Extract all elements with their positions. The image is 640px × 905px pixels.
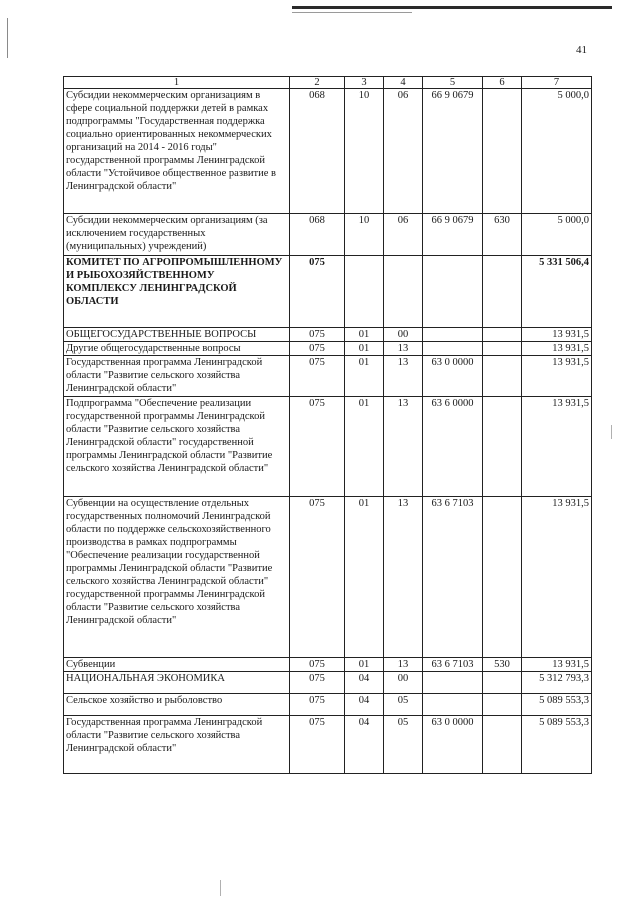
column-header: 7: [522, 77, 592, 89]
table-row: [64, 694, 592, 716]
row-name: Субвенции на осуществление отдельных государственных полномочий Ленинградской области по поддержке сельскохозяйственного производства в рамках подпрограммы "Обеспечение реализации государственной программы Ленинградской области "Развитие сельского хозяйства Ленинградской области" государственной программы Ленинградской области "Развитие сельского хозяйства Ленинградской области": [64, 497, 290, 658]
row-ministry-code: 075: [290, 342, 345, 356]
row-expense-type: [483, 256, 522, 328]
table-row: [64, 397, 592, 497]
row-section: 01: [345, 658, 384, 672]
column-header: 5: [423, 77, 483, 89]
table-row: [64, 328, 592, 342]
page-number: 41: [576, 44, 587, 56]
table-row: [64, 658, 592, 672]
row-amount: 13 931,5: [522, 658, 592, 672]
row-subsection: 05: [384, 716, 423, 774]
row-subsection: [384, 256, 423, 328]
table-row: [64, 342, 592, 356]
row-target-article: [423, 328, 483, 342]
row-ministry-code: 075: [290, 397, 345, 497]
row-subsection: 06: [384, 214, 423, 256]
column-header: 2: [290, 77, 345, 89]
row-amount: 5 089 553,3: [522, 716, 592, 774]
row-amount: 13 931,5: [522, 328, 592, 342]
row-subsection: 13: [384, 397, 423, 497]
row-expense-type: [483, 342, 522, 356]
row-section: 04: [345, 716, 384, 774]
row-expense-type: [483, 89, 522, 214]
row-section: 04: [345, 672, 384, 694]
row-ministry-code: 068: [290, 89, 345, 214]
row-name: Сельское хозяйство и рыболовство: [64, 694, 290, 716]
row-amount: 5 000,0: [522, 214, 592, 256]
table-header-row: [64, 77, 592, 89]
row-subsection: 00: [384, 328, 423, 342]
row-expense-type: 530: [483, 658, 522, 672]
row-ministry-code: 075: [290, 328, 345, 342]
row-name: ОБЩЕГОСУДАРСТВЕННЫЕ ВОПРОСЫ: [64, 328, 290, 342]
column-header: 1: [64, 77, 290, 89]
table-row: [64, 89, 592, 214]
row-name: Государственная программа Ленинградской области "Развитие сельского хозяйства Ленинградской области": [64, 716, 290, 774]
row-section: 01: [345, 342, 384, 356]
column-header: 6: [483, 77, 522, 89]
row-target-article: [423, 672, 483, 694]
table-row: [64, 716, 592, 774]
row-subsection: 05: [384, 694, 423, 716]
row-ministry-code: 075: [290, 256, 345, 328]
scan-edge-left: [7, 18, 8, 58]
row-ministry-code: 068: [290, 214, 345, 256]
column-header: 3: [345, 77, 384, 89]
row-section: 01: [345, 397, 384, 497]
row-section: 01: [345, 497, 384, 658]
row-ministry-code: 075: [290, 658, 345, 672]
row-expense-type: [483, 672, 522, 694]
row-name: Субсидии некоммерческим организациям (за исключением государственных (муниципальных) учреждений): [64, 214, 290, 256]
row-ministry-code: 075: [290, 694, 345, 716]
row-ministry-code: 075: [290, 716, 345, 774]
row-section: [345, 256, 384, 328]
row-target-article: 63 0 0000: [423, 716, 483, 774]
row-subsection: 13: [384, 356, 423, 397]
row-subsection: 13: [384, 342, 423, 356]
row-subsection: 00: [384, 672, 423, 694]
row-target-article: [423, 694, 483, 716]
row-section: 10: [345, 214, 384, 256]
row-expense-type: [483, 397, 522, 497]
row-name: НАЦИОНАЛЬНАЯ ЭКОНОМИКА: [64, 672, 290, 694]
row-name: Государственная программа Ленинградской области "Развитие сельского хозяйства Ленинградской области": [64, 356, 290, 397]
row-expense-type: 630: [483, 214, 522, 256]
row-section: 04: [345, 694, 384, 716]
column-header: 4: [384, 77, 423, 89]
table-row: [64, 214, 592, 256]
row-amount: 13 931,5: [522, 497, 592, 658]
row-name: КОМИТЕТ ПО АГРОПРОМЫШЛЕННОМУ И РЫБОХОЗЯЙСТВЕННОМУ КОМПЛЕКСУ ЛЕНИНГРАДСКОЙ ОБЛАСТИ: [64, 256, 290, 328]
scan-edge-top-faint: [292, 12, 412, 13]
row-name: Субсидии некоммерческим организациям в сфере социальной поддержки детей в рамках подпрограммы "Государственная поддержка социально ориентированных некоммерческих организаций на 2014 - 2016 годы" государственной программы Ленинградской области "Устойчивое общественное развитие в Ленинградской области": [64, 89, 290, 214]
row-target-article: 63 0 0000: [423, 356, 483, 397]
row-name: Субвенции: [64, 658, 290, 672]
row-amount: 5 312 793,3: [522, 672, 592, 694]
row-section: 01: [345, 356, 384, 397]
row-name: Подпрограмма "Обеспечение реализации государственной программы Ленинградской области "Развитие сельского хозяйства Ленинградской области" государственной программы Ленинградской области "Развитие сельского хозяйства Ленинградской области": [64, 397, 290, 497]
row-subsection: 13: [384, 497, 423, 658]
row-ministry-code: 075: [290, 672, 345, 694]
row-target-article: 66 9 0679: [423, 214, 483, 256]
table-row: [64, 672, 592, 694]
row-target-article: 63 6 0000: [423, 397, 483, 497]
row-section: 10: [345, 89, 384, 214]
row-target-article: 63 6 7103: [423, 497, 483, 658]
row-amount: 5 089 553,3: [522, 694, 592, 716]
row-ministry-code: 075: [290, 356, 345, 397]
row-name: Другие общегосударственные вопросы: [64, 342, 290, 356]
row-subsection: 13: [384, 658, 423, 672]
row-amount: 5 331 506,4: [522, 256, 592, 328]
row-expense-type: [483, 694, 522, 716]
row-amount: 13 931,5: [522, 356, 592, 397]
row-ministry-code: 075: [290, 497, 345, 658]
scan-edge-top: [292, 6, 612, 9]
budget-table: [63, 76, 592, 774]
row-section: 01: [345, 328, 384, 342]
row-expense-type: [483, 328, 522, 342]
row-target-article: [423, 342, 483, 356]
row-subsection: 06: [384, 89, 423, 214]
scan-speck: [611, 425, 612, 439]
row-target-article: 63 6 7103: [423, 658, 483, 672]
row-expense-type: [483, 497, 522, 658]
row-target-article: [423, 256, 483, 328]
table-row: [64, 356, 592, 397]
row-amount: 13 931,5: [522, 342, 592, 356]
row-expense-type: [483, 716, 522, 774]
row-target-article: 66 9 0679: [423, 89, 483, 214]
scan-speck: [220, 880, 221, 896]
table-row: [64, 497, 592, 658]
row-amount: 13 931,5: [522, 397, 592, 497]
row-amount: 5 000,0: [522, 89, 592, 214]
row-expense-type: [483, 356, 522, 397]
table-row: [64, 256, 592, 328]
